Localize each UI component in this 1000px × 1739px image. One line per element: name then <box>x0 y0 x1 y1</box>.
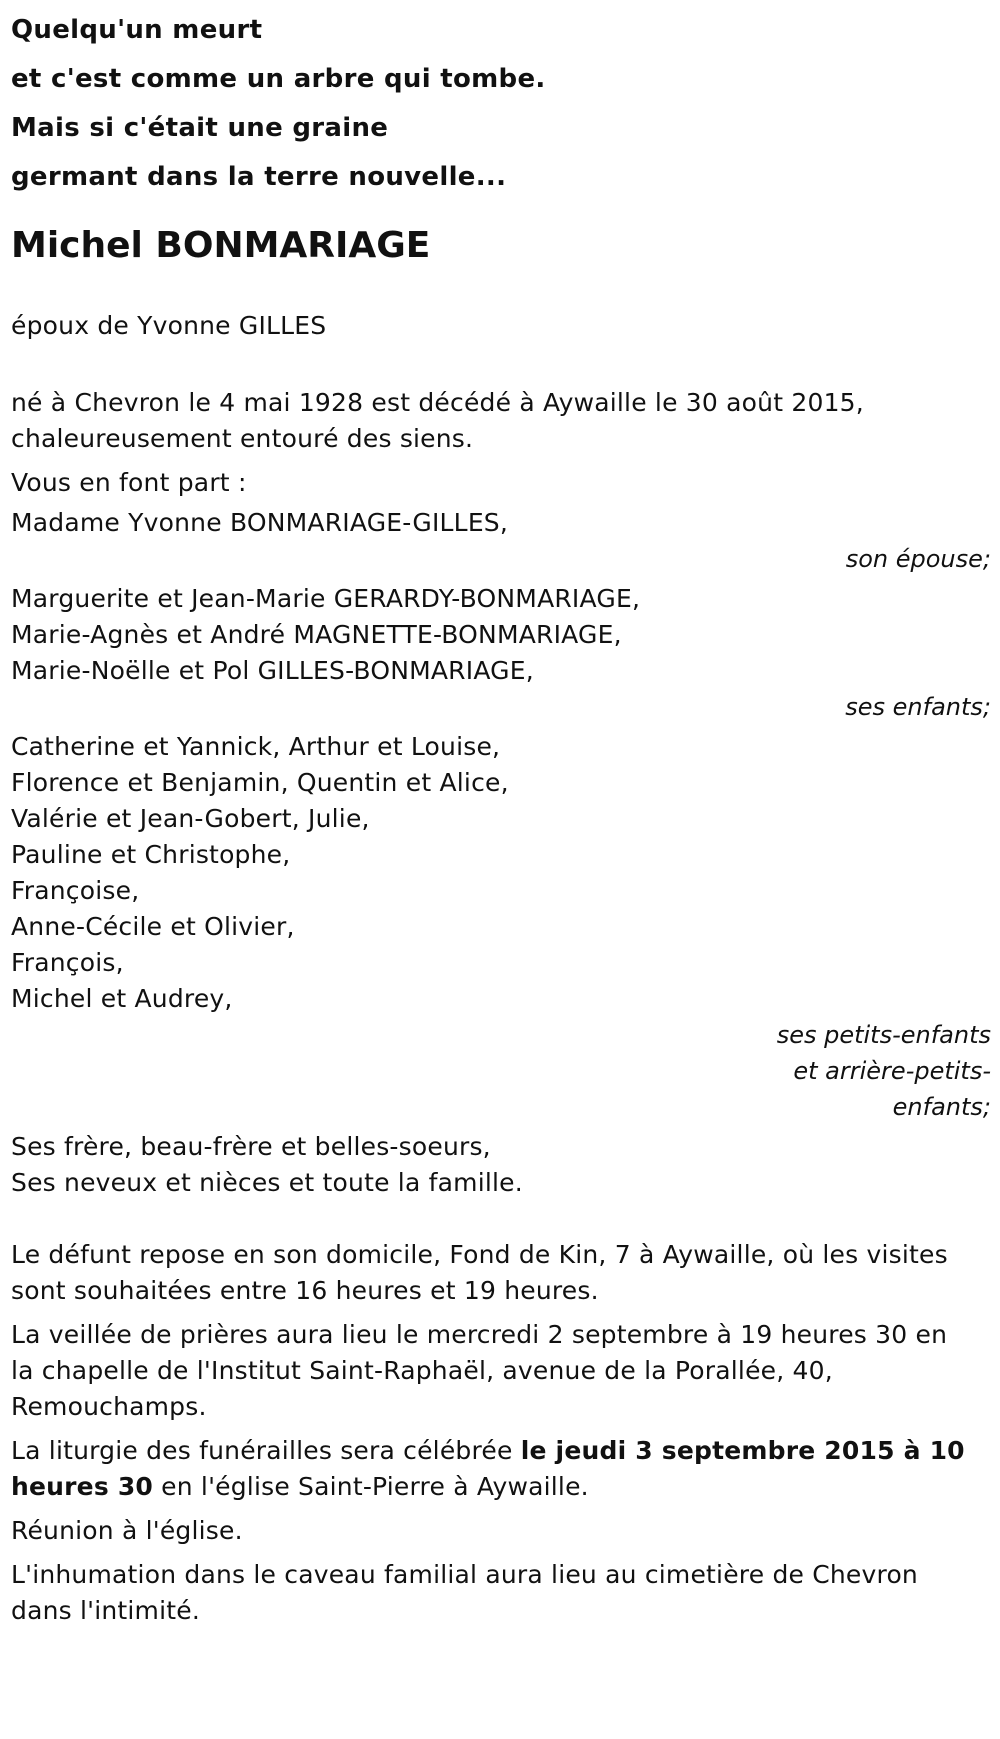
deceased-name: Michel BONMARIAGE <box>11 225 431 266</box>
family-name: Pauline et Christophe, <box>11 840 291 869</box>
liturgy-text: La liturgie des funérailles sera célébrée <box>11 1436 521 1465</box>
family-role: son épouse; <box>845 545 991 573</box>
family-name: Ses frère, beau-frère et belles-soeurs, <box>11 1132 491 1161</box>
rest-line: sont souhaitées entre 16 heures et 19 heures. <box>11 1276 599 1305</box>
vigil-line: Remouchamps. <box>11 1392 207 1421</box>
poem <box>11 0 1000 202</box>
family-name: Michel et Audrey, <box>11 984 233 1013</box>
rest-line: Le défunt repose en son domicile, Fond de Kin, 7 à Aywaille, où les visites <box>11 1240 948 1269</box>
rest-info <box>11 1237 1000 1309</box>
burial-line: dans l'intimité. <box>11 1596 200 1625</box>
family-name: Marie-Noëlle et Pol GILLES-BONMARIAGE, <box>11 656 534 685</box>
family-name: Françoise, <box>11 876 140 905</box>
burial-line: L'inhumation dans le caveau familial aura lieu au cimetière de Chevron <box>11 1560 918 1589</box>
family-name: Anne-Cécile et Olivier, <box>11 912 295 941</box>
family-role-line: enfants; <box>892 1093 991 1121</box>
poem-line: Mais si c'était une graine <box>11 113 389 143</box>
burial-info <box>11 1557 1000 1629</box>
family-name: Ses neveux et nièces et toute la famille. <box>11 1168 523 1197</box>
family-spouse <box>11 505 1000 577</box>
birth-death-line: chaleureusement entouré des siens. <box>11 424 474 453</box>
vigil-info <box>11 1317 1000 1425</box>
meeting-info: Réunion à l'église. <box>11 1516 243 1545</box>
family-grandchildren <box>11 729 1000 1125</box>
vigil-line: la chapelle de l'Institut Saint-Raphaël, avenue de la Porallée, 40, <box>11 1356 833 1385</box>
liturgy-text: en l'église Saint-Pierre à Aywaille. <box>153 1472 589 1501</box>
family-name: Marie-Agnès et André MAGNETTE-BONMARIAGE, <box>11 620 622 649</box>
family-name: Marguerite et Jean-Marie GERARDY-BONMARIAGE, <box>11 584 641 613</box>
family-name: Madame Yvonne BONMARIAGE-GILLES, <box>11 508 509 537</box>
family-name: Valérie et Jean-Gobert, Julie, <box>11 804 370 833</box>
family-role <box>760 1017 1000 1125</box>
family-role-line: et arrière-petits- <box>793 1057 991 1085</box>
liturgy-info <box>11 1433 1000 1505</box>
family-others <box>11 1129 1000 1201</box>
poem-line: Quelqu'un meurt <box>11 15 263 45</box>
poem-line: germant dans la terre nouvelle... <box>11 162 507 192</box>
family-role-line: ses petits-enfants <box>776 1021 991 1049</box>
liturgy-line <box>11 1433 1000 1469</box>
liturgy-line <box>11 1469 1000 1505</box>
poem-line: et c'est comme un arbre qui tombe. <box>11 64 546 94</box>
family-role: ses enfants; <box>845 693 991 721</box>
family-name: Florence et Benjamin, Quentin et Alice, <box>11 768 509 797</box>
family-name: François, <box>11 948 124 977</box>
spouse-line: époux de Yvonne GILLES <box>11 311 327 340</box>
vigil-line: La veillée de prières aura lieu le mercredi 2 septembre à 19 heures 30 en <box>11 1320 948 1349</box>
family-name: Catherine et Yannick, Arthur et Louise, <box>11 732 501 761</box>
announce: Vous en font part : <box>11 468 247 497</box>
family-children <box>11 581 1000 725</box>
birth-death <box>11 385 1000 457</box>
birth-death-line: né à Chevron le 4 mai 1928 est décédé à Aywaille le 30 août 2015, <box>11 388 864 417</box>
liturgy-time: heures 30 <box>11 1472 154 1501</box>
liturgy-date: le jeudi 3 septembre 2015 à 10 <box>520 1436 965 1465</box>
